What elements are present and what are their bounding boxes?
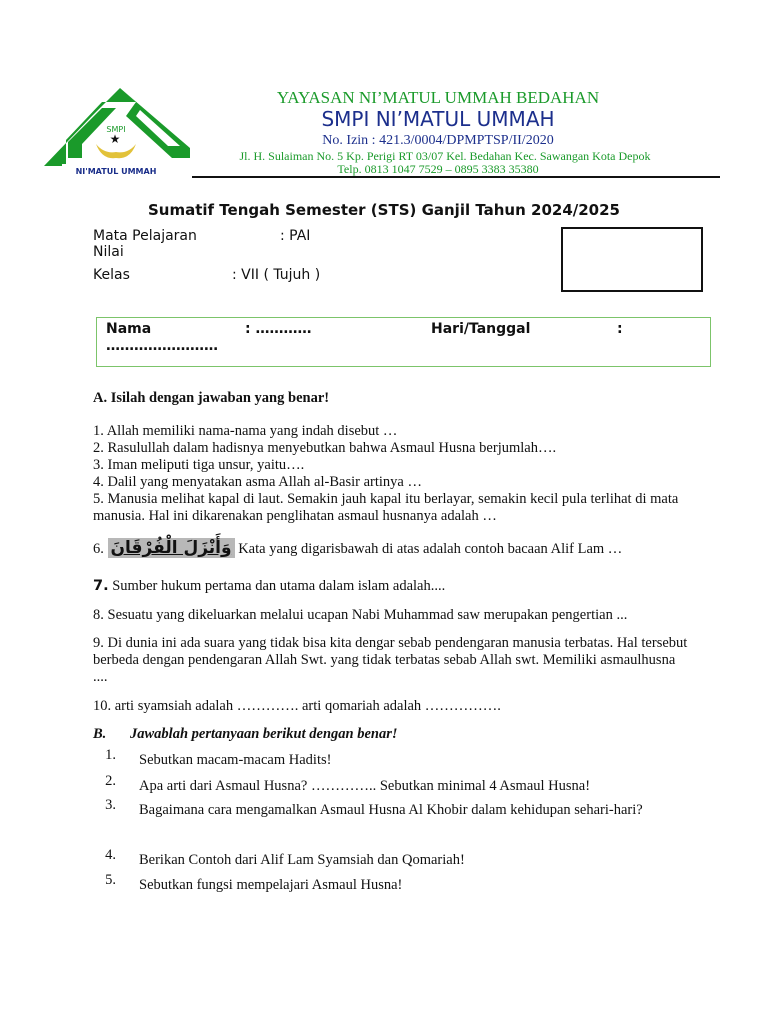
item-number: 3. bbox=[105, 797, 116, 813]
item-text: Berikan Contoh dari Alif Lam Syamsiah dan Qomariah! bbox=[139, 852, 465, 868]
item-text: Sebutkan fungsi mempelajari Asmaul Husna! bbox=[139, 877, 403, 893]
question-4: 4. Dalil yang menyatakan asma Allah al-Basir artinya … bbox=[93, 474, 422, 490]
svg-text:SMPI: SMPI bbox=[106, 125, 126, 134]
question-6-number: 6. bbox=[93, 541, 104, 557]
item-number: 2. bbox=[105, 773, 116, 789]
foundation-name: YAYASAN NI’MATUL UMMAH BEDAHAN bbox=[276, 88, 600, 107]
question-1: 1. Allah memiliki nama-nama yang indah disebut … bbox=[93, 423, 398, 439]
question-3: 3. Iman meliputi tiga unsur, yaitu…. bbox=[93, 457, 305, 473]
school-logo bbox=[40, 86, 192, 178]
date-field[interactable]: : bbox=[617, 321, 623, 337]
item-text: Sebutkan macam-macam Hadits! bbox=[139, 752, 332, 768]
item-number: 5. bbox=[105, 872, 116, 888]
item-number: 1. bbox=[105, 747, 116, 763]
school-address: Jl. H. Sulaiman No. 5 Kp. Perigi RT 03/07 Kel. Bedahan Kec. Sawangan Kota Depok bbox=[239, 149, 651, 163]
date-dots[interactable]: …………………… bbox=[106, 338, 218, 354]
question-2: 2. Rasulullah dalam hadisnya menyebutkan bahwa Asmaul Husna berjumlah…. bbox=[93, 440, 557, 456]
question-8: 8. Sesuatu yang dikeluarkan melalui ucapan Nabi Muhammad saw merupakan pengertian ... bbox=[93, 607, 628, 623]
section-b-title: Jawablah pertanyaan berikut dengan benar! bbox=[130, 726, 398, 742]
section-b-letter: B. bbox=[93, 726, 107, 742]
name-label: Nama bbox=[106, 321, 152, 337]
exam-title: Sumatif Tengah Semester (STS) Ganjil Tahun 2024/2025 bbox=[147, 201, 620, 219]
item-number: 4. bbox=[105, 847, 116, 863]
item-text: Bagaimana cara mengamalkan Asmaul Husna Al Khobir dalam kehidupan sehari-hari? bbox=[139, 802, 643, 818]
score-label: Nilai bbox=[93, 244, 124, 260]
svg-text:NI'MATUL UMMAH: NI'MATUL UMMAH bbox=[75, 167, 157, 176]
item-text: Apa arti dari Asmaul Husna? ………….. Sebutkan minimal 4 Asmaul Husna! bbox=[139, 778, 591, 794]
svg-text:★: ★ bbox=[109, 132, 121, 146]
date-label: Hari/Tanggal bbox=[431, 321, 531, 337]
score-box[interactable] bbox=[561, 227, 703, 292]
school-name: SMPI NI’MATUL UMMAH bbox=[321, 107, 555, 131]
question-7-number: 7. bbox=[93, 578, 109, 594]
arabic-phrase: وَأَنْزَلَ الْفُرْقَانَ bbox=[108, 538, 235, 558]
question-6-text: Kata yang digarisbawah di atas adalah contoh bacaan Alif Lam … bbox=[238, 541, 623, 557]
class-value: : VII ( Tujuh ) bbox=[232, 267, 321, 283]
header-divider bbox=[192, 176, 720, 178]
subject-value: : PAI bbox=[280, 228, 311, 244]
question-7 bbox=[93, 578, 693, 595]
school-phone: Telp. 0813 1047 7529 – 0895 3383 35380 bbox=[337, 162, 539, 176]
subject-label: Mata Pelajaran bbox=[93, 228, 197, 244]
question-5: 5. Manusia melihat kapal di laut. Semakin jauh kapal itu berlayar, semakin kecil pula terlihat di mata manusia. Hal ini dikarenakan penglihatan asmaul husnanya adalah … bbox=[93, 491, 679, 524]
class-label: Kelas bbox=[93, 267, 130, 283]
question-6 bbox=[93, 540, 693, 558]
question-7-text: Sumber hukum pertama dan utama dalam islam adalah.... bbox=[112, 578, 446, 594]
question-10: 10. arti syamsiah adalah …………. arti qomariah adalah ……………. bbox=[93, 698, 501, 714]
section-b-heading bbox=[93, 726, 693, 743]
name-field[interactable]: : ………… bbox=[245, 321, 312, 337]
permit-number: No. Izin : 421.3/0004/DPMPTSP/II/2020 bbox=[322, 133, 554, 148]
question-9: 9. Di dunia ini ada suara yang tidak bisa kita dengar sebab pendengaran manusia terbatas. Hal tersebut berbeda dengan pendengaran Allah Swt. yang tidak terbatas sebab Allah swt. Memiliki asmaulhusna .... bbox=[93, 635, 688, 685]
section-a-heading: A. Isilah dengan jawaban yang benar! bbox=[93, 390, 330, 406]
